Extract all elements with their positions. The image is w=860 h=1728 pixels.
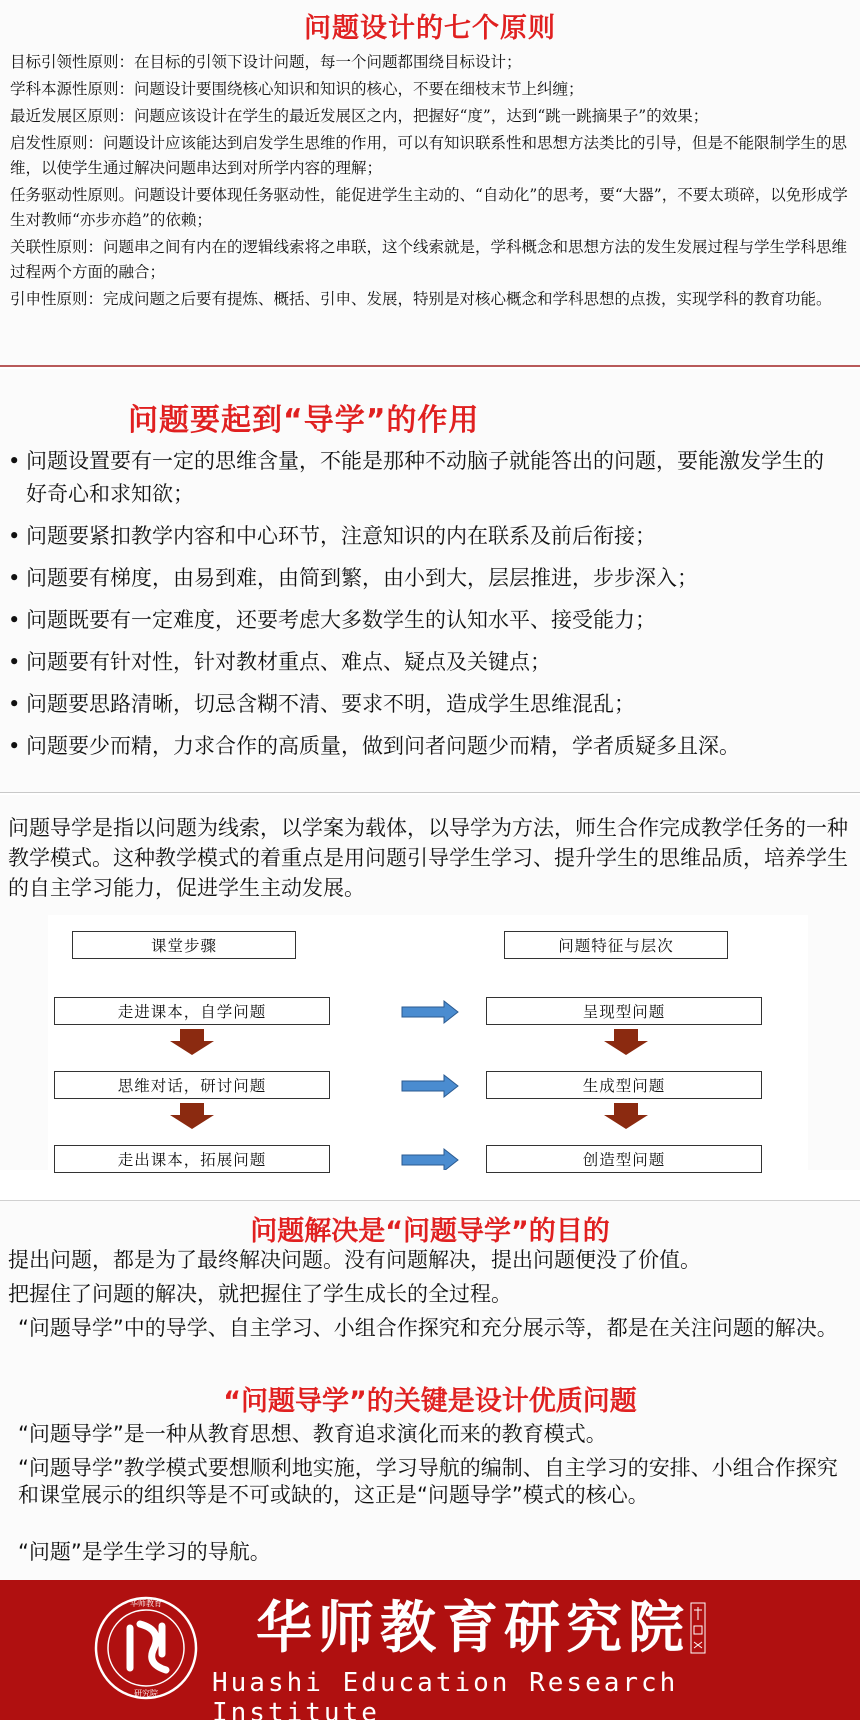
down-arrow-icon [170, 1029, 214, 1055]
right-arrow-icon [402, 1149, 458, 1170]
purpose-section [0, 1200, 860, 1580]
list-item [6, 562, 836, 595]
principles-list [10, 50, 850, 314]
question-type-box: 呈现型问题 [486, 997, 762, 1025]
question-type-box: 创造型问题 [486, 1145, 762, 1173]
institute-name-en: Huashi Education Research Institute [212, 1668, 679, 1728]
list-item [6, 646, 836, 679]
key-title: “问题导学”的关键是设计优质问题 [223, 1386, 637, 1417]
right-arrow-icon [402, 1001, 458, 1023]
diagram-arrows [48, 915, 808, 1170]
principle-item: 任务驱动性原则。问题设计要体现任务驱动性，能促进学生主动的、“自动化”的思考，要“大器”，不要太琐碎，以免形成学生对教师“亦步亦趋”的依赖； [10, 186, 848, 229]
list-item [6, 604, 836, 637]
bullet-icon: • [8, 524, 21, 548]
logo-bottom-text: 研究院 [134, 1689, 158, 1698]
principles-section [0, 0, 860, 367]
footer-banner [0, 1580, 860, 1728]
principle-item: 最近发展区原则：问题应该设计在学生的最近发展区之内，把握好“度”，达到“跳一跳摘果子”的效果； [10, 107, 709, 125]
key-paragraph: “问题导学”教学模式要想顺利地实施，学习导航的编制、自主学习的安排、小组合作探究和课堂展示的组织等是不可或缺的，这正是“问题导学”模式的核心。 [18, 1456, 838, 1507]
question-type-box: 生成型问题 [486, 1071, 762, 1099]
purpose-paragraph: 提出问题，都是为了最终解决问题。没有问题解决，提出问题便没了价值。 [8, 1248, 701, 1272]
principles-title: 问题设计的七个原则 [304, 13, 556, 44]
definition-section [0, 795, 860, 1170]
down-arrow-icon [604, 1103, 648, 1129]
list-item-text: 问题要思路清晰，切忌含糊不清、要求不明，造成学生思维混乱； [26, 692, 635, 716]
list-item-text: 问题要有针对性，针对教材重点、难点、疑点及关键点； [26, 650, 551, 674]
principle-item: 关联性原则：问题串之间有内在的逻辑线索将之串联，这个线索就是，学科概念和思想方法的发生发展过程与学生学科思维过程两个方面的融合； [10, 238, 848, 281]
list-item-text: 问题要有梯度，由易到难，由简到繁，由小到大，层层推进，步步深入； [26, 566, 698, 590]
left-column-header: 课堂步骤 [72, 931, 296, 959]
step-box: 思维对话，研讨问题 [54, 1071, 330, 1099]
key-paragraph: “问题导学”是一种从教育思想、教育追求演化而来的教育模式。 [18, 1422, 607, 1446]
guide-role-title: 问题要起到“导学”的作用 [128, 403, 480, 438]
list-item-text: 问题要紧扣教学内容和中心环节，注意知识的内在联系及前后衔接； [26, 524, 656, 548]
purpose-paragraph: “问题导学”中的导学、自主学习、小组合作探究和充分展示等，都是在关注问题的解决。 [18, 1316, 838, 1340]
list-item-text: 问题既要有一定难度，还要考虑大多数学生的认知水平、接受能力； [26, 608, 656, 632]
list-item [6, 520, 836, 553]
definition-paragraph: 问题导学是指以问题为线索，以学案为载体，以导学为方法，师生合作完成教学任务的一种教学模式。这种教学模式的着重点是用问题引导学生学习、提升学生的思维品质，培养学生的自主学习能力，促进学生主动发展。 [8, 816, 848, 900]
step-box: 走出课本，拓展问题 [54, 1145, 330, 1173]
list-item [6, 688, 836, 721]
purpose-title: 问题解决是“问题导学”的目的 [250, 1216, 610, 1247]
bullet-icon: • [8, 566, 21, 590]
list-item [6, 730, 836, 763]
institute-name-cn: 华师教育研究院 [256, 1595, 690, 1661]
list-item-text: 问题要少而精，力求合作的高质量，做到问者问题少而精，学者质疑多且深。 [26, 734, 740, 758]
seal-icon [690, 1602, 706, 1654]
logo-top-text: 华师教育 [130, 1599, 162, 1608]
principle-item: 引申性原则：完成问题之后要有提炼、概括、引申、发展，特别是对核心概念和学科思想的点拨，实现学科的教育功能。 [10, 290, 832, 308]
right-column-header: 问题特征与层次 [504, 931, 728, 959]
bullet-icon: • [8, 734, 21, 758]
guide-role-list [6, 445, 836, 772]
bullet-icon: • [8, 449, 21, 473]
principle-item: 学科本源性原则：问题设计要围绕核心知识和知识的核心，不要在细枝末节上纠缠； [10, 80, 584, 98]
principle-item: 启发性原则：问题设计应该能达到启发学生思维的作用，可以有知识联系性和思想方法类比的引导，但是不能限制学生的思维，以使学生通过解决问题串达到对所学内容的理解； [10, 134, 848, 177]
bullet-icon: • [8, 650, 21, 674]
flow-diagram [48, 915, 808, 1170]
purpose-paragraph: 把握住了问题的解决，就把握住了学生成长的全过程。 [8, 1282, 512, 1306]
down-arrow-icon [170, 1103, 214, 1129]
step-box: 走进课本，自学问题 [54, 997, 330, 1025]
institute-logo-icon [92, 1594, 200, 1702]
right-arrow-icon [402, 1075, 458, 1097]
key-paragraph: “问题”是学生学习的导航。 [18, 1540, 271, 1564]
bullet-icon: • [8, 692, 21, 716]
bullet-icon: • [8, 608, 21, 632]
guide-role-section [0, 369, 860, 793]
down-arrow-icon [604, 1029, 648, 1055]
list-item [6, 445, 836, 511]
principle-item: 目标引领性原则：在目标的引领下设计问题，每一个问题都围绕目标设计； [10, 53, 522, 71]
list-item-text: 问题设置要有一定的思维含量，不能是那种不动脑子就能答出的问题，要能激发学生的好奇心和求知欲； [26, 449, 824, 506]
